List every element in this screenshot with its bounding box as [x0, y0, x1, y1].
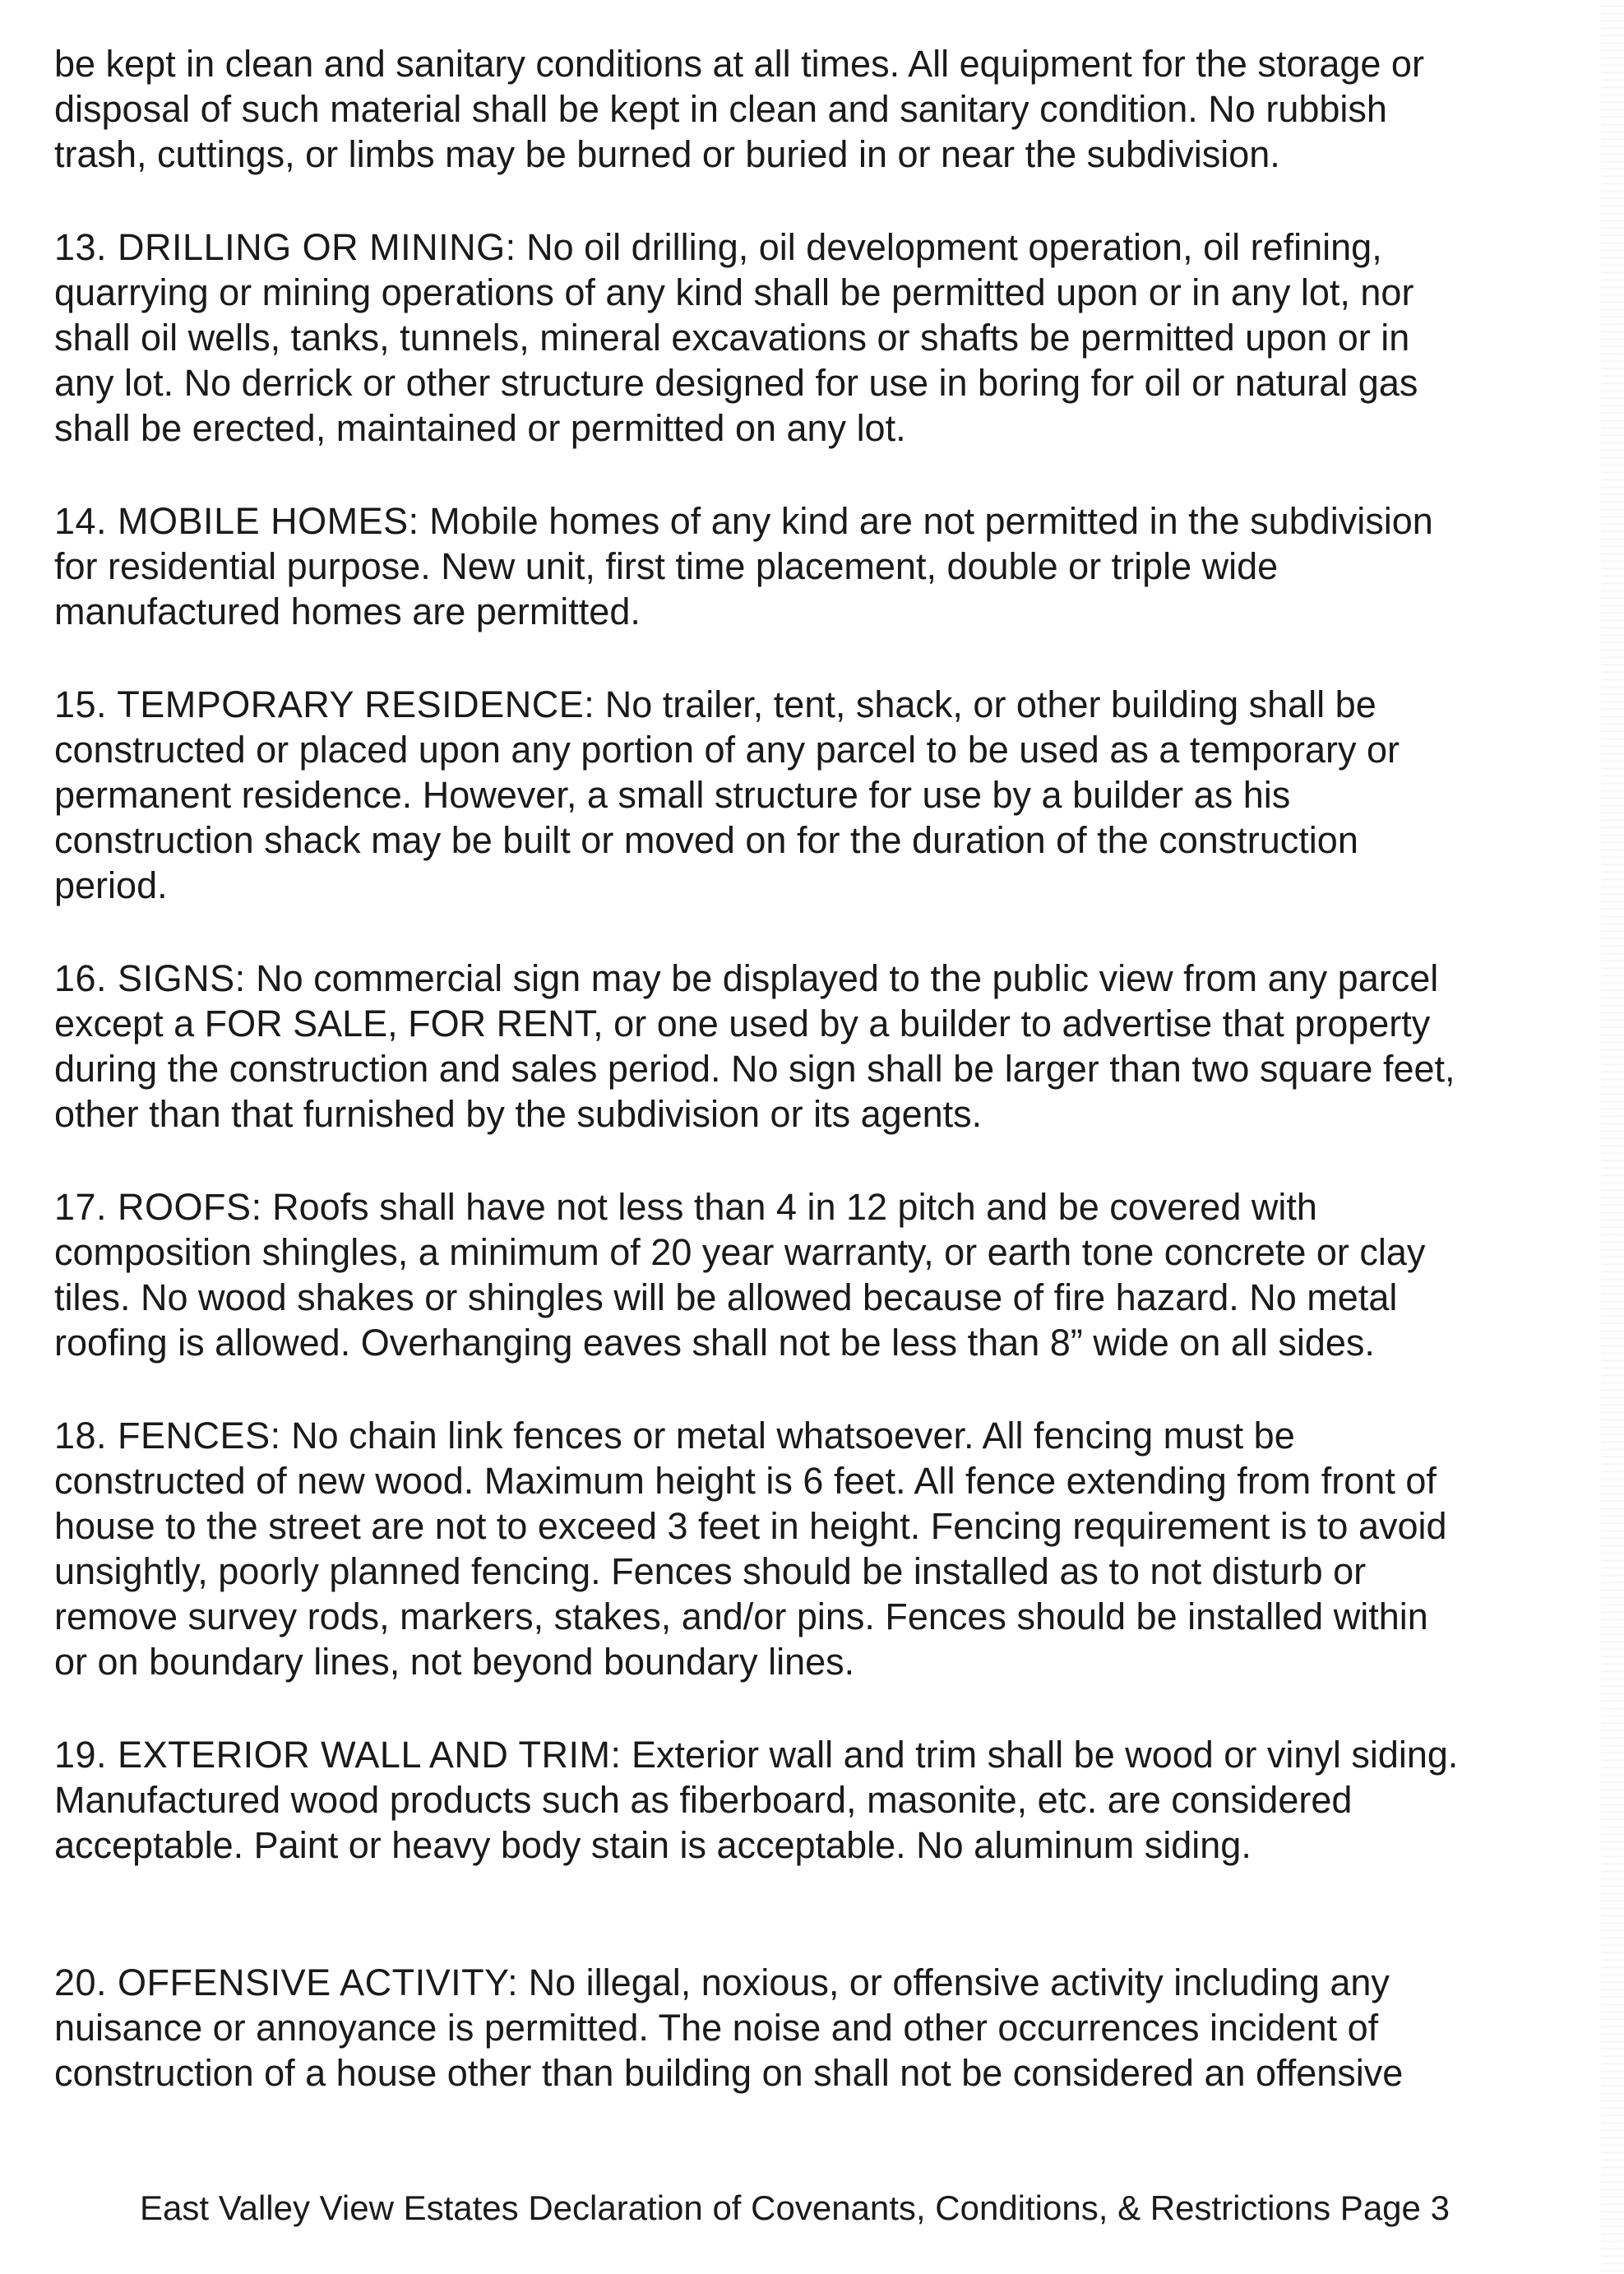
paragraph-text: Roofs shall have not less than 4 in 12 pitch and be covered with composition shingles, a minimum of 20 year warranty, or earth tone concrete or clay tiles. No wood shakes or shingles will be allowed because of fire hazard. No metal roofing is allowed. Overhanging eaves shall not be less than 8” wide on all sides.: [54, 1186, 1426, 1364]
paragraph-heading: 19. EXTERIOR WALL AND TRIM:: [54, 1734, 622, 1776]
paragraph-heading: 20. OFFENSIVE ACTIVITY:: [54, 1961, 519, 2003]
paragraph-20-offensive-activity: [54, 1960, 1575, 2096]
paragraph-17-roofs: [54, 1184, 1575, 1365]
scan-edge-artifact: [1601, 0, 1624, 2274]
paragraph-14-mobile-homes: [54, 498, 1575, 634]
paragraph-heading: 18. FENCES:: [54, 1415, 281, 1457]
paragraph-heading: 13. DRILLING OR MINING:: [54, 226, 516, 268]
paragraph-text: No illegal, noxious, or offensive activity including any nuisance or annoyance is permitted. The noise and other occurrences incident of construction of a house other than building on shall not be considered an offensive: [54, 1961, 1404, 2094]
paragraph-text: No trailer, tent, shack, or other building shall be constructed or placed upon any portion of any parcel to be used as a temporary or permanent residence. However, a small structure for use by a builder as his construction shack may be built or moved on for the duration of the construction period.: [54, 683, 1400, 906]
paragraph-text: Mobile homes of any kind are not permitted in the subdivision for residential purpose. New unit, first time placement, double or triple wide manufactured homes are permitted.: [54, 500, 1433, 632]
paragraph-13-drilling-or-mining: [54, 225, 1575, 451]
paragraph-text: No chain link fences or metal whatsoever. All fencing must be constructed of new wood. Maximum height is 6 feet. All fence extending from front of house to the street are not to exceed 3 feet in height. Fencing requirement is to avoid unsightly, poorly planned fencing. Fences should be installed as to not disturb or remove survey rods, markers, stakes, and/or pins. Fences should be installed within or on boundary lines, not beyond boundary lines.: [54, 1415, 1447, 1683]
paragraph-18-fences: [54, 1413, 1575, 1684]
paragraph-text: No commercial sign may be displayed to the public view from any parcel except a FOR SALE, FOR RENT, or one used by a builder to advertise that property during the construction and sales period. No sign shall be larger than two square feet, other than that furnished by the subdivision or its agents.: [54, 957, 1455, 1135]
page-footer: East Valley View Estates Declaration of Covenants, Conditions, & Restrictions Page 3: [140, 2188, 1450, 2227]
paragraph-heading: 17. ROOFS:: [54, 1186, 262, 1228]
paragraph-text: be kept in clean and sanitary conditions at all times. All equipment for the storage or disposal of such material shall be kept in clean and sanitary condition. No rubbish trash, cuttings, or limbs may be burned or buried in or near the subdivision.: [54, 43, 1424, 175]
paragraph-19-exterior-wall-and-trim: [54, 1732, 1575, 1868]
paragraph-heading: 16. SIGNS:: [54, 957, 246, 999]
paragraph-heading: 14. MOBILE HOMES:: [54, 500, 419, 542]
paragraph-15-temporary-residence: [54, 682, 1575, 908]
document-body: [54, 41, 1575, 2143]
paragraph-text: Exterior wall and trim shall be wood or vinyl siding. Manufactured wood products such as fiberboard, masonite, etc. are considered acceptable. Paint or heavy body stain is acceptable. No aluminum siding.: [54, 1734, 1459, 1866]
paragraph-continuation: [54, 41, 1575, 177]
paragraph-text: No oil drilling, oil development operation, oil refining, quarrying or mining operations of any kind shall be permitted upon or in any lot, nor shall oil wells, tanks, tunnels, mineral excavations or shafts be permitted upon or in any lot. No derrick or other structure designed for use in boring for oil or natural gas shall be erected, maintained or permitted on any lot.: [54, 226, 1418, 449]
paragraph-16-signs: [54, 956, 1575, 1137]
paragraph-heading: 15. TEMPORARY RESIDENCE:: [54, 683, 595, 725]
